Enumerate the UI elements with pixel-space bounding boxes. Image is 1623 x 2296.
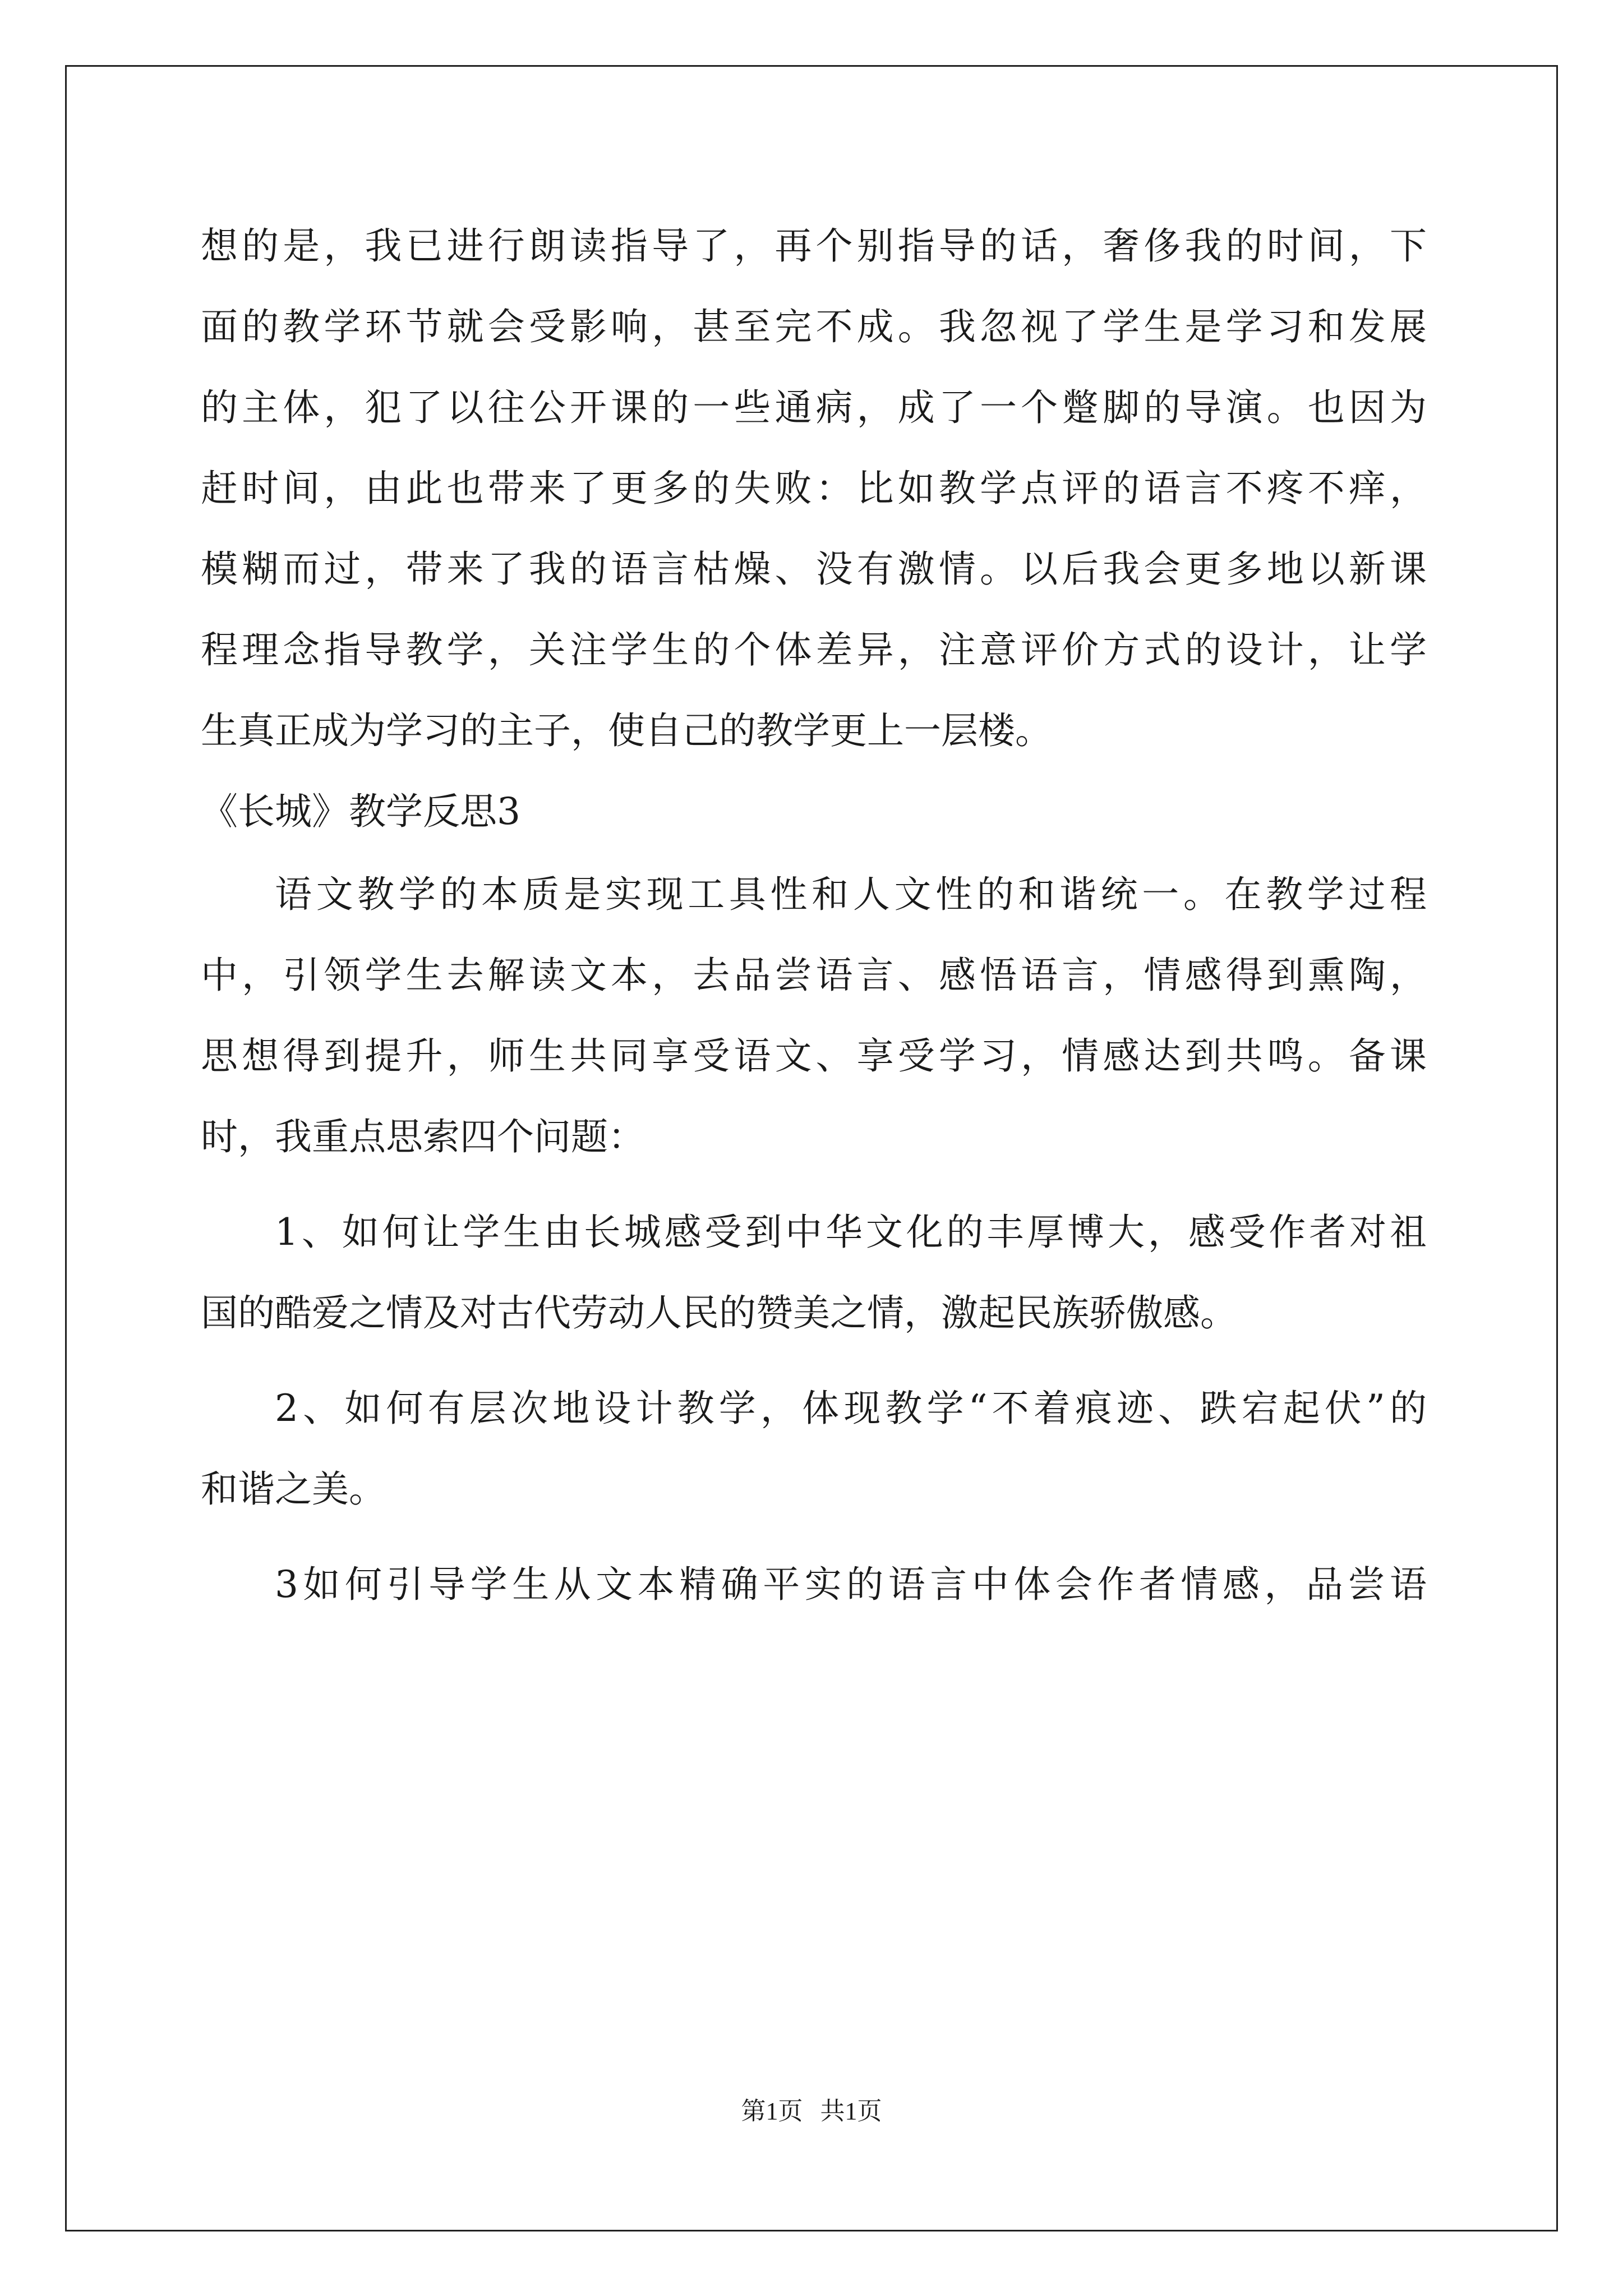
paragraph-continuation	[201, 213, 1427, 779]
paragraph-question-3	[201, 1552, 1427, 1632]
page-number: 第1页	[741, 2097, 803, 2125]
text-line: 赶时间，由此也带来了更多的失败：比如教学点评的语言不疼不痒，	[201, 467, 1427, 510]
paragraph-question-2	[201, 1375, 1427, 1537]
text-line: 1、如何让学生由长城感受到中华文化的丰厚博大，感受作者对祖	[275, 1211, 1427, 1254]
paragraph-intro	[201, 862, 1427, 1185]
paragraph-question-1	[201, 1199, 1427, 1361]
text-line: 时，我重点思索四个问题：	[201, 1115, 645, 1158]
text-line: 程理念指导教学，关注学生的个体差异，注意评价方式的设计，让学	[201, 628, 1427, 671]
text-line: 中，引领学生去解读文本，去品尝语言、感悟语言，情感得到熏陶，	[201, 954, 1427, 997]
text-line: 3如何引导学生从文本精确平实的语言中体会作者情感，品尝语	[275, 1563, 1427, 1606]
section-heading: 《长城》教学反思3	[201, 790, 520, 833]
page-footer	[0, 2091, 1623, 2127]
text-line: 和谐之美。	[201, 1467, 386, 1511]
text-line: 国的酷爱之情及对古代劳动人民的赞美之情，激起民族骄傲感。	[201, 1291, 1237, 1335]
text-line: 语文教学的本质是实现工具性和人文性的和谐统一。在教学过程	[275, 873, 1427, 916]
page-total: 共1页	[820, 2097, 882, 2125]
text-line: 生真正成为学习的主子，使自己的教学更上一层楼。	[201, 709, 1052, 752]
text-line: 思想得到提升，师生共同享受语文、享受学习，情感达到共鸣。备课	[201, 1034, 1427, 1078]
text-line: 想的是，我已进行朗读指导了，再个别指导的话，奢侈我的时间，下	[201, 224, 1427, 268]
text-line: 面的教学环节就会受影响，甚至完不成。我忽视了学生是学习和发展	[201, 305, 1427, 348]
text-line: 模糊而过，带来了我的语言枯燥、没有激情。以后我会更多地以新课	[201, 547, 1427, 591]
text-line: 的主体，犯了以往公开课的一些通病，成了一个蹩脚的导演。也因为	[201, 386, 1427, 429]
text-line: 2、如何有层次地设计教学，体现教学“不着痕迹、跌宕起伏”的	[275, 1387, 1427, 1430]
document-body	[201, 213, 1427, 1632]
